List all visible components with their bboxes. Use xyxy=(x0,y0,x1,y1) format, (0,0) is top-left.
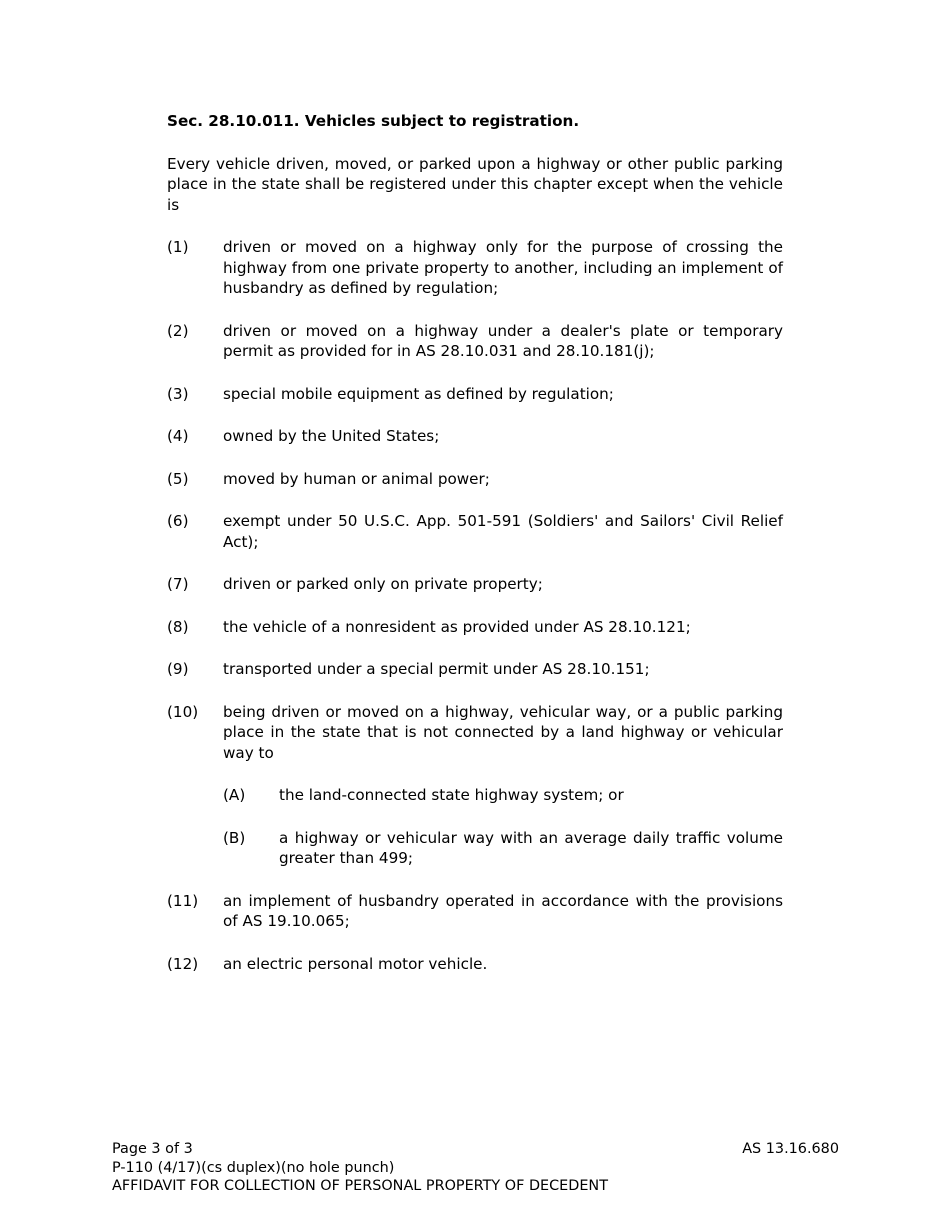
item-number: (8) xyxy=(167,617,189,636)
list-item xyxy=(167,891,783,932)
list-item xyxy=(167,469,783,490)
item-number: (11) xyxy=(167,891,199,910)
page-footer xyxy=(112,1140,839,1196)
list-item xyxy=(167,384,783,405)
statute-reference: AS 13.16.680 xyxy=(742,1141,839,1157)
item-text: driven or parked only on private property; xyxy=(223,575,543,593)
item-text: the vehicle of a nonresident as provided under AS 28.10.121; xyxy=(223,617,691,636)
list-item xyxy=(167,511,783,552)
item-text: owned by the United States; xyxy=(223,427,440,445)
list-item xyxy=(167,574,783,595)
item-text: an implement of husbandry operated in accordance with the provisions of AS 19.10.065; xyxy=(223,891,783,930)
section-heading: Sec. 28.10.011. Vehicles subject to registration. xyxy=(167,112,580,130)
subitem-letter: (B) xyxy=(223,828,246,847)
item-number: (2) xyxy=(167,321,189,340)
footer-top-row xyxy=(112,1140,839,1159)
sub-list-item xyxy=(223,828,783,869)
section-intro: Every vehicle driven, moved, or parked upon a highway or other public parking place in the state shall be registered under this chapter except when the vehicle is xyxy=(167,154,783,214)
document-body xyxy=(167,111,783,974)
item-text: moved by human or animal power; xyxy=(223,469,490,488)
item-number: (7) xyxy=(167,575,189,593)
item-text: an electric personal motor vehicle. xyxy=(223,954,488,973)
item-number: (3) xyxy=(167,384,189,403)
subitem-letter: (A) xyxy=(223,786,246,804)
list-item xyxy=(167,321,783,362)
list-item xyxy=(167,426,783,447)
form-code: P-110 (4/17)(cs duplex)(no hole punch) xyxy=(112,1159,395,1176)
list-item xyxy=(167,954,783,975)
item-text: being driven or moved on a highway, vehicular way, or a public parking place in the state that is not connected by a land highway or vehicular way to xyxy=(223,702,783,762)
item-number: (4) xyxy=(167,427,189,445)
list-item xyxy=(167,617,783,638)
item-text: transported under a special permit under AS 28.10.151; xyxy=(223,660,650,678)
item-number: (1) xyxy=(167,238,189,256)
list-item xyxy=(167,659,783,680)
list-item xyxy=(167,702,783,764)
item-number: (5) xyxy=(167,469,189,488)
subitem-text: the land-connected state highway system; or xyxy=(279,786,624,804)
item-number: (6) xyxy=(167,512,189,530)
item-text: driven or moved on a highway under a dealer's plate or temporary permit as provided for in AS 28.10.031 and 28.10.181(j); xyxy=(223,321,783,360)
item-number: (10) xyxy=(167,702,199,721)
item-text: driven or moved on a highway only for the purpose of crossing the highway from one private property to another, including an implement of husbandry as defined by regulation; xyxy=(223,238,783,297)
list-item xyxy=(167,237,783,299)
item-text: exempt under 50 U.S.C. App. 501-591 (Soldiers' and Sailors' Civil Relief Act); xyxy=(223,512,783,551)
sub-list-item xyxy=(223,785,783,806)
item-number: (12) xyxy=(167,954,199,973)
form-title: AFFIDAVIT FOR COLLECTION OF PERSONAL PROPERTY OF DECEDENT xyxy=(112,1178,608,1194)
page-number: Page 3 of 3 xyxy=(112,1141,193,1157)
item-number: (9) xyxy=(167,660,189,678)
subitem-text: a highway or vehicular way with an average daily traffic volume greater than 499; xyxy=(279,828,783,867)
item-text: special mobile equipment as defined by regulation; xyxy=(223,384,614,403)
